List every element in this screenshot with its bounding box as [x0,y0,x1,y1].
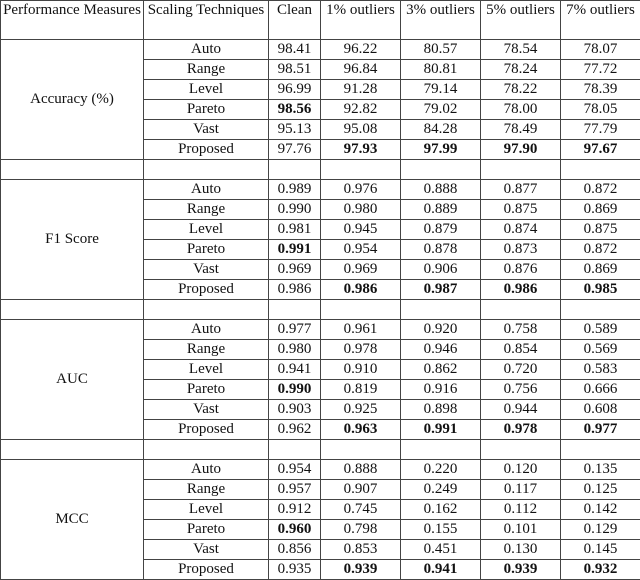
technique-cell: Level [144,500,269,520]
value-cell: 0.583 [561,360,640,380]
value-cell: 0.888 [321,460,401,480]
technique-cell: Level [144,80,269,100]
measure-cell: Accuracy (%) [1,40,144,160]
value-cell: 0.981 [269,220,321,240]
value-cell: 0.249 [401,480,481,500]
value-cell: 0.872 [561,240,640,260]
header-scaling-techniques: Scaling Techniques [144,1,269,40]
technique-cell: Proposed [144,560,269,580]
value-cell: 0.912 [269,500,321,520]
header-row [1,1,640,40]
value-cell: 95.08 [321,120,401,140]
value-cell: 80.57 [401,40,481,60]
value-cell: 78.00 [481,100,561,120]
value-cell: 0.869 [561,200,640,220]
value-cell: 0.986 [481,280,561,300]
empty-cell [481,160,561,180]
value-cell: 0.853 [321,540,401,560]
value-cell: 0.874 [481,220,561,240]
header-5pct-outliers: 5% outliers [481,1,561,40]
separator-row [1,300,640,320]
empty-cell [481,300,561,320]
empty-cell [269,160,321,180]
technique-cell: Pareto [144,520,269,540]
value-cell: 79.02 [401,100,481,120]
empty-cell [401,300,481,320]
value-cell: 0.112 [481,500,561,520]
value-cell: 0.877 [481,180,561,200]
empty-cell [269,300,321,320]
value-cell: 96.22 [321,40,401,60]
technique-cell: Level [144,220,269,240]
table-row [1,180,640,200]
value-cell: 97.67 [561,140,640,160]
value-cell: 79.14 [401,80,481,100]
value-cell: 0.991 [269,240,321,260]
value-cell: 0.903 [269,400,321,420]
value-cell: 0.889 [401,200,481,220]
empty-cell [1,160,144,180]
technique-cell: Pareto [144,240,269,260]
value-cell: 77.79 [561,120,640,140]
value-cell: 0.589 [561,320,640,340]
empty-cell [401,160,481,180]
empty-cell [1,300,144,320]
value-cell: 0.720 [481,360,561,380]
technique-cell: Proposed [144,420,269,440]
value-cell: 0.130 [481,540,561,560]
value-cell: 0.980 [321,200,401,220]
value-cell: 96.84 [321,60,401,80]
value-cell: 84.28 [401,120,481,140]
value-cell: 0.162 [401,500,481,520]
value-cell: 0.878 [401,240,481,260]
value-cell: 0.941 [269,360,321,380]
value-cell: 0.969 [269,260,321,280]
value-cell: 0.969 [321,260,401,280]
value-cell: 0.961 [321,320,401,340]
value-cell: 0.946 [401,340,481,360]
measure-cell: AUC [1,320,144,440]
value-cell: 0.976 [321,180,401,200]
value-cell: 0.875 [481,200,561,220]
value-cell: 0.869 [561,260,640,280]
value-cell: 0.876 [481,260,561,280]
value-cell: 0.954 [321,240,401,260]
header-1pct-outliers: 1% outliers [321,1,401,40]
value-cell: 0.666 [561,380,640,400]
value-cell: 0.117 [481,480,561,500]
value-cell: 0.941 [401,560,481,580]
value-cell: 0.920 [401,320,481,340]
technique-cell: Proposed [144,140,269,160]
value-cell: 0.925 [321,400,401,420]
value-cell: 0.129 [561,520,640,540]
empty-cell [481,440,561,460]
value-cell: 78.54 [481,40,561,60]
technique-cell: Vast [144,260,269,280]
technique-cell: Auto [144,320,269,340]
value-cell: 78.07 [561,40,640,60]
empty-cell [321,440,401,460]
value-cell: 0.986 [269,280,321,300]
technique-cell: Auto [144,180,269,200]
value-cell: 0.451 [401,540,481,560]
value-cell: 0.135 [561,460,640,480]
value-cell: 0.954 [269,460,321,480]
value-cell: 97.76 [269,140,321,160]
value-cell: 0.977 [269,320,321,340]
value-cell: 0.879 [401,220,481,240]
technique-cell: Auto [144,40,269,60]
separator-row [1,160,640,180]
value-cell: 0.798 [321,520,401,540]
table-row [1,40,640,60]
value-cell: 0.963 [321,420,401,440]
empty-cell [321,300,401,320]
value-cell: 0.608 [561,400,640,420]
empty-cell [144,440,269,460]
value-cell: 0.962 [269,420,321,440]
technique-cell: Pareto [144,100,269,120]
value-cell: 0.142 [561,500,640,520]
value-cell: 0.980 [269,340,321,360]
value-cell: 78.05 [561,100,640,120]
table-row [1,460,640,480]
empty-cell [561,300,640,320]
value-cell: 0.875 [561,220,640,240]
value-cell: 0.935 [269,560,321,580]
empty-cell [321,160,401,180]
value-cell: 96.99 [269,80,321,100]
value-cell: 0.932 [561,560,640,580]
value-cell: 0.220 [401,460,481,480]
technique-cell: Range [144,60,269,80]
value-cell: 0.888 [401,180,481,200]
value-cell: 0.872 [561,180,640,200]
header-3pct-outliers: 3% outliers [401,1,481,40]
technique-cell: Vast [144,540,269,560]
measure-cell: F1 Score [1,180,144,300]
value-cell: 91.28 [321,80,401,100]
value-cell: 0.856 [269,540,321,560]
value-cell: 0.155 [401,520,481,540]
value-cell: 0.145 [561,540,640,560]
value-cell: 0.758 [481,320,561,340]
value-cell: 0.939 [481,560,561,580]
value-cell: 0.819 [321,380,401,400]
technique-cell: Auto [144,460,269,480]
header-performance-measures: Performance Measures [1,1,144,40]
technique-cell: Pareto [144,380,269,400]
separator-row [1,440,640,460]
measure-cell: MCC [1,460,144,580]
technique-cell: Range [144,200,269,220]
value-cell: 97.99 [401,140,481,160]
table-row [1,320,640,340]
empty-cell [561,160,640,180]
value-cell: 0.125 [561,480,640,500]
value-cell: 78.39 [561,80,640,100]
technique-cell: Vast [144,120,269,140]
value-cell: 0.569 [561,340,640,360]
empty-cell [144,160,269,180]
value-cell: 0.873 [481,240,561,260]
value-cell: 78.22 [481,80,561,100]
value-cell: 0.101 [481,520,561,540]
empty-cell [401,440,481,460]
value-cell: 0.986 [321,280,401,300]
technique-cell: Proposed [144,280,269,300]
value-cell: 0.960 [269,520,321,540]
table-body [1,40,640,580]
value-cell: 0.987 [401,280,481,300]
technique-cell: Level [144,360,269,380]
value-cell: 0.991 [401,420,481,440]
value-cell: 0.906 [401,260,481,280]
value-cell: 0.978 [321,340,401,360]
header-7pct-outliers: 7% outliers [561,1,640,40]
value-cell: 0.745 [321,500,401,520]
value-cell: 0.990 [269,200,321,220]
technique-cell: Vast [144,400,269,420]
value-cell: 98.41 [269,40,321,60]
value-cell: 78.24 [481,60,561,80]
value-cell: 97.90 [481,140,561,160]
value-cell: 0.916 [401,380,481,400]
empty-cell [144,300,269,320]
value-cell: 0.978 [481,420,561,440]
header-clean: Clean [269,1,321,40]
value-cell: 0.990 [269,380,321,400]
value-cell: 98.56 [269,100,321,120]
value-cell: 0.977 [561,420,640,440]
value-cell: 0.957 [269,480,321,500]
technique-cell: Range [144,480,269,500]
value-cell: 0.898 [401,400,481,420]
technique-cell: Range [144,340,269,360]
value-cell: 95.13 [269,120,321,140]
value-cell: 78.49 [481,120,561,140]
value-cell: 80.81 [401,60,481,80]
value-cell: 0.945 [321,220,401,240]
value-cell: 0.944 [481,400,561,420]
value-cell: 97.93 [321,140,401,160]
value-cell: 0.907 [321,480,401,500]
empty-cell [269,440,321,460]
value-cell: 0.120 [481,460,561,480]
value-cell: 98.51 [269,60,321,80]
value-cell: 92.82 [321,100,401,120]
value-cell: 77.72 [561,60,640,80]
value-cell: 0.985 [561,280,640,300]
value-cell: 0.939 [321,560,401,580]
value-cell: 0.989 [269,180,321,200]
value-cell: 0.756 [481,380,561,400]
value-cell: 0.862 [401,360,481,380]
value-cell: 0.910 [321,360,401,380]
empty-cell [1,440,144,460]
value-cell: 0.854 [481,340,561,360]
empty-cell [561,440,640,460]
